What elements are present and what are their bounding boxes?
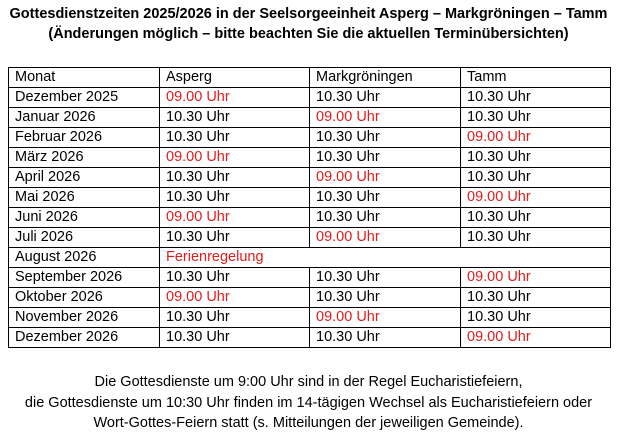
cell-asperg: 09.00 Uhr xyxy=(160,208,310,228)
footer-note xyxy=(0,372,617,434)
cell-tamm: 10.30 Uhr xyxy=(461,208,611,228)
footer-line-2: die Gottesdienste um 10:30 Uhr finden im 14-tägigen Wechsel als Eucharistiefeiern oder xyxy=(24,394,593,411)
cell-asperg: 10.30 Uhr xyxy=(160,188,310,208)
cell-asperg: 09.00 Uhr xyxy=(160,148,310,168)
cell-month: April 2026 xyxy=(9,168,160,188)
table-row xyxy=(9,288,611,308)
cell-markgroeningen: 10.30 Uhr xyxy=(310,268,461,288)
table-row xyxy=(9,168,611,188)
table-row xyxy=(9,108,611,128)
page-subtitle: (Änderungen möglich – bitte beachten Sie die aktuellen Terminübersichten) xyxy=(48,26,569,42)
footer-line-3: Wort-Gottes-Feiern statt (s. Mitteilungen der jeweiligen Gemeinde). xyxy=(93,415,524,431)
cell-month: März 2026 xyxy=(9,148,160,168)
cell-markgroeningen: 10.30 Uhr xyxy=(310,88,461,108)
cell-month: Februar 2026 xyxy=(9,128,160,148)
cell-asperg: 09.00 Uhr xyxy=(160,88,310,108)
cell-month: Oktober 2026 xyxy=(9,288,160,308)
footer-line-1: Die Gottesdienste um 9:00 Uhr sind in der Regel Eucharistiefeiern, xyxy=(94,374,523,390)
cell-markgroeningen: 10.30 Uhr xyxy=(310,288,461,308)
cell-month: August 2026 xyxy=(9,248,160,268)
cell-note: Ferienregelung xyxy=(160,248,611,268)
cell-asperg: 10.30 Uhr xyxy=(160,168,310,188)
page-title: Gottesdienstzeiten 2025/2026 in der Seelsorgeeinheit Asperg – Markgröningen – Tamm xyxy=(9,6,608,22)
table-row xyxy=(9,88,611,108)
table-row xyxy=(9,248,611,268)
table-row xyxy=(9,208,611,228)
cell-tamm: 10.30 Uhr xyxy=(461,228,611,248)
cell-tamm: 10.30 Uhr xyxy=(461,88,611,108)
table-row xyxy=(9,308,611,328)
header-month: Monat xyxy=(9,68,160,88)
cell-asperg: 10.30 Uhr xyxy=(160,128,310,148)
cell-asperg: 10.30 Uhr xyxy=(160,268,310,288)
cell-tamm: 10.30 Uhr xyxy=(461,288,611,308)
table-row xyxy=(9,268,611,288)
cell-asperg: 10.30 Uhr xyxy=(160,328,310,348)
cell-asperg: 10.30 Uhr xyxy=(160,108,310,128)
cell-month: Juni 2026 xyxy=(9,208,160,228)
cell-tamm: 10.30 Uhr xyxy=(461,168,611,188)
cell-tamm: 09.00 Uhr xyxy=(461,328,611,348)
cell-month: Januar 2026 xyxy=(9,108,160,128)
header-markgroeningen: Markgröningen xyxy=(310,68,461,88)
cell-markgroeningen: 10.30 Uhr xyxy=(310,128,461,148)
cell-markgroeningen: 10.30 Uhr xyxy=(310,328,461,348)
table-row xyxy=(9,148,611,168)
cell-asperg: 10.30 Uhr xyxy=(160,228,310,248)
cell-markgroeningen: 09.00 Uhr xyxy=(310,228,461,248)
cell-asperg: 10.30 Uhr xyxy=(160,308,310,328)
header-asperg: Asperg xyxy=(160,68,310,88)
cell-markgroeningen: 09.00 Uhr xyxy=(310,308,461,328)
cell-tamm: 10.30 Uhr xyxy=(461,108,611,128)
header-tamm: Tamm xyxy=(461,68,611,88)
cell-markgroeningen: 09.00 Uhr xyxy=(310,108,461,128)
cell-tamm: 09.00 Uhr xyxy=(461,128,611,148)
cell-tamm: 09.00 Uhr xyxy=(461,188,611,208)
table-row xyxy=(9,128,611,148)
cell-markgroeningen: 09.00 Uhr xyxy=(310,168,461,188)
cell-month: Dezember 2026 xyxy=(9,328,160,348)
cell-month: Mai 2026 xyxy=(9,188,160,208)
cell-tamm: 10.30 Uhr xyxy=(461,308,611,328)
cell-markgroeningen: 10.30 Uhr xyxy=(310,188,461,208)
table-header-row xyxy=(9,68,611,88)
table-row xyxy=(9,228,611,248)
table-row xyxy=(9,188,611,208)
schedule-table xyxy=(8,67,611,348)
cell-tamm: 09.00 Uhr xyxy=(461,268,611,288)
cell-markgroeningen: 10.30 Uhr xyxy=(310,208,461,228)
cell-markgroeningen: 10.30 Uhr xyxy=(310,148,461,168)
cell-month: Dezember 2025 xyxy=(9,88,160,108)
cell-asperg: 09.00 Uhr xyxy=(160,288,310,308)
table-row xyxy=(9,328,611,348)
schedule-body xyxy=(9,88,611,348)
cell-month: September 2026 xyxy=(9,268,160,288)
cell-month: Juli 2026 xyxy=(9,228,160,248)
cell-tamm: 10.30 Uhr xyxy=(461,148,611,168)
cell-month: November 2026 xyxy=(9,308,160,328)
